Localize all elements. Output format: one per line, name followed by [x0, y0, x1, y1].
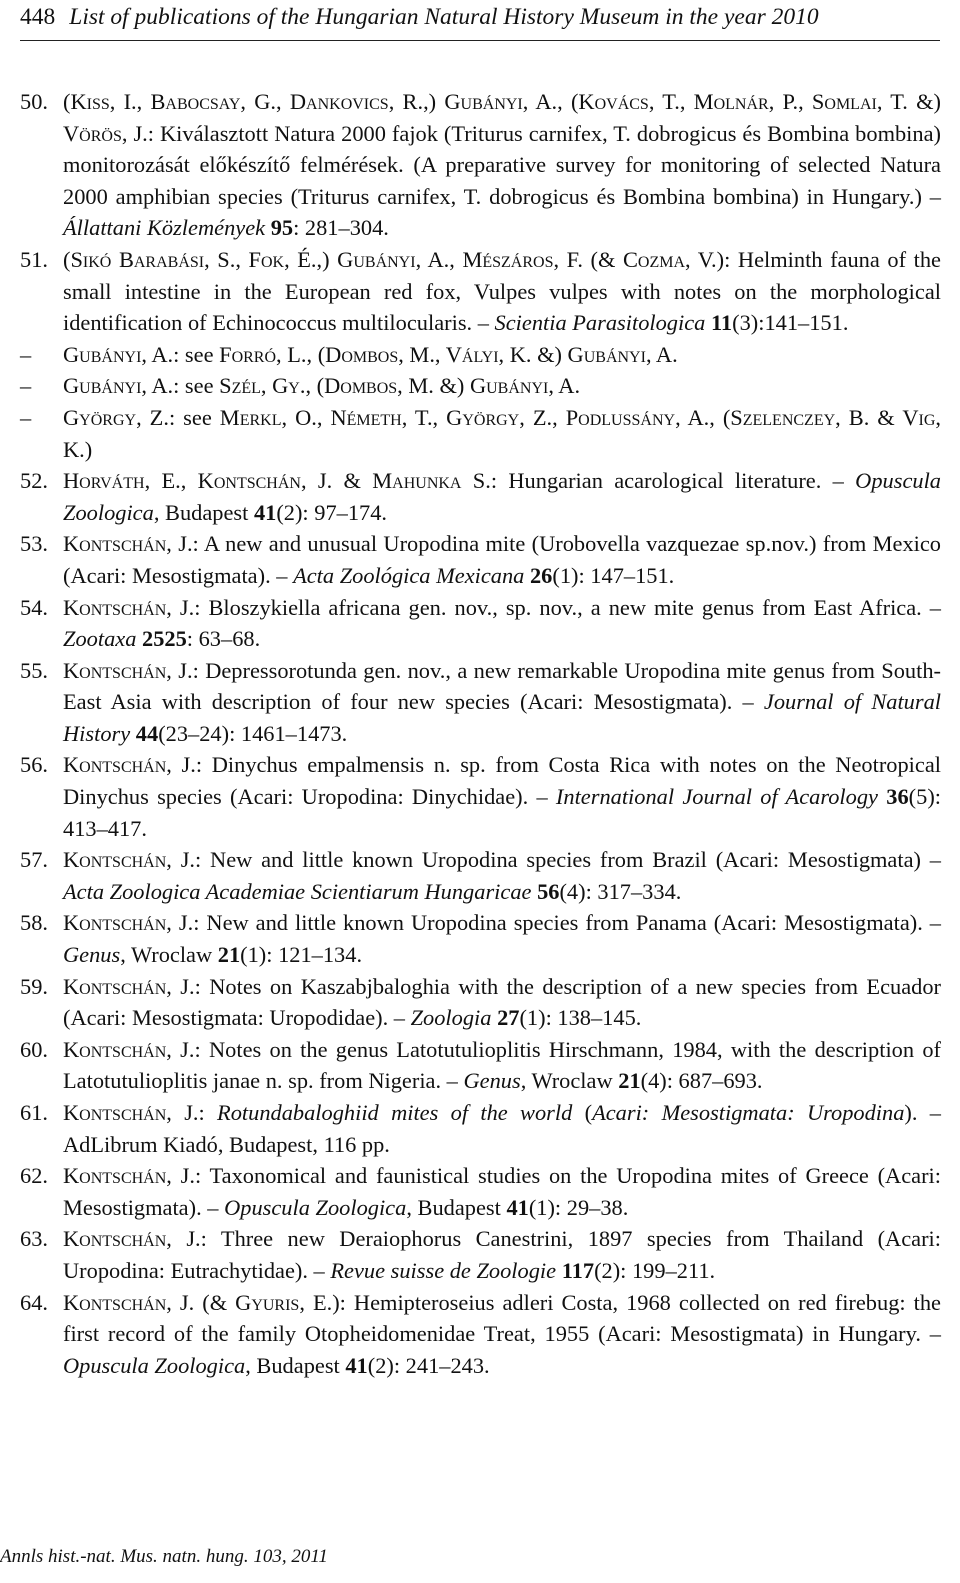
publication-entry [20, 370, 941, 402]
publication-entry [20, 1287, 941, 1382]
journal-title: Rotundabaloghiid mites of the world [217, 1100, 573, 1125]
journal-footer: Annls hist.-nat. Mus. natn. hung. 103, 2011 [0, 1546, 328, 1567]
citation-text: (2): 97–174. [276, 499, 388, 525]
citation-text: , T., G [401, 404, 463, 430]
journal-title: Scientia Parasitologica [494, 310, 706, 336]
citation-text: , J. & M [300, 468, 393, 494]
citation-text: , M., V [398, 341, 462, 367]
publication-entry [20, 1160, 941, 1223]
journal-title: Genus [463, 1068, 521, 1094]
citation-text: , J. (& G [166, 1289, 252, 1315]
author-surname: ubányi [353, 246, 416, 272]
citation-text: , B. & V [835, 404, 919, 430]
publication-entry [20, 1223, 941, 1286]
author-surname: ontschán [79, 1289, 167, 1315]
citation-text: , M. &) G [397, 373, 487, 399]
citation-text: , J.: Bloszykiella africana gen. nov., sp. nov., a new mite genus from East Africa. – [166, 594, 941, 620]
citation-text: K [63, 847, 80, 873]
entry-number: 50. [20, 89, 48, 114]
journal-title: Acta Zoologica Academiae Scientiarum Hungaricae [63, 878, 532, 904]
running-title: List of publications of the Hungarian Natural History Museum in the year 2010 [69, 4, 819, 30]
author-surname: émeth [346, 404, 402, 430]
citation-text: , Z.: see M [136, 404, 240, 430]
citation-text: , A. [645, 341, 678, 367]
entry-number: 51. [20, 246, 48, 272]
citation-text: , J.: New and little known Uropodina species from Panama (Acari: Mesostigmata). – [166, 910, 941, 936]
header-rule [20, 40, 940, 41]
publication-list [20, 86, 941, 1381]
citation-text: , T., M [648, 89, 714, 114]
author-surname: ubányi [583, 341, 646, 367]
author-surname: omlai [824, 89, 877, 114]
author-surname: ubányi [79, 373, 142, 399]
citation-text: , A. [548, 373, 581, 399]
author-surname: ontschán [79, 973, 167, 999]
citation-text: K [63, 657, 80, 683]
citation-text: , J.: Kiválasztott Natura 2000 fajok (Triturus carnifex, T. dobrogicus és Bombina bombina) monitorozását előkészítő felmérések. (A preparative survey for monitoring of selected Natura 2000 amphibian species (Triturus carnifex, T. dobrogicus és Bombina bombina) in Hungary.) – [63, 120, 941, 209]
journal-title: International Journal of Acarology [555, 784, 878, 810]
citation-text: , A.: see S [141, 373, 232, 399]
author-surname: ankovics [306, 89, 389, 114]
author-surname: ályi [461, 341, 499, 367]
journal-title: Opuscula Zoologica [63, 1352, 246, 1378]
author-surname: ubányi [486, 373, 549, 399]
volume-number: 41 [345, 1352, 368, 1378]
author-surname: ubányi [460, 89, 523, 114]
citation-text: , É.,) G [284, 246, 354, 272]
publication-entry [20, 592, 941, 655]
citation-text: K [63, 1163, 80, 1189]
author-surname: olnár [713, 89, 769, 114]
volume-number: 21 [618, 1068, 641, 1094]
citation-text: ( [572, 1100, 593, 1125]
author-surname: ozma [637, 246, 685, 272]
publication-entry [20, 749, 941, 844]
author-surname: zél [231, 373, 261, 399]
author-surname: arabási [133, 246, 205, 272]
page-number: 448 [20, 4, 56, 30]
journal-title: Revue suisse de Zoologie [330, 1257, 557, 1283]
citation-text: , Budapest [406, 1194, 507, 1220]
publication-entry [20, 402, 941, 465]
author-surname: yuris [251, 1289, 300, 1315]
citation-text: (5): 413–417. [63, 784, 942, 841]
citation-text: , A., (K [522, 89, 595, 114]
author-surname: ontschán [79, 1163, 167, 1189]
entry-number: 52. [20, 468, 48, 494]
author-surname: örös [79, 120, 122, 146]
citation-text: (1): 121–134. [240, 942, 363, 968]
volume-number: 2525 [142, 626, 187, 652]
citation-text: ). – AdLibrum Kiadó, Budapest, 116 pp. [63, 1100, 941, 1157]
citation-text: , G., D [240, 89, 307, 114]
citation-text: , J.: Notes on the genus Latotutulioplitis Hirschmann, 1984, with the description of Latotutulioplitis janae n. sp. from Nigeria. – [63, 1036, 941, 1094]
publication-entry [20, 907, 941, 970]
citation-text: , T. &) V [63, 89, 941, 146]
citation-text: (4): 687–693. [640, 1068, 763, 1094]
author-surname: odlussány [578, 404, 676, 430]
entry-number: – [20, 404, 32, 430]
volume-number: 21 [217, 942, 241, 968]
author-surname: ontschán [79, 1100, 167, 1125]
citation-text: , L., (D [276, 341, 342, 367]
volume-number: 41 [253, 499, 277, 525]
citation-text: ., (D [299, 373, 341, 399]
citation-text: K [63, 910, 80, 936]
entry-number: 58. [20, 910, 48, 936]
entry-number: 63. [20, 1226, 48, 1252]
entry-number: 53. [20, 531, 48, 557]
entry-number: 61. [20, 1100, 48, 1125]
citation-text: , J.: Notes on Kaszabjbaloghia with the description of a new species from Ecuador (Acari: Mesostigmata: Uropodidae). – [63, 973, 941, 1031]
citation-text: , O., N [281, 404, 347, 430]
citation-text: , Z., P [519, 404, 579, 430]
citation-text: : 63–68. [186, 626, 261, 652]
citation-text: , A., (S [675, 404, 743, 430]
citation-text: H [63, 468, 80, 494]
volume-number: 117 [561, 1257, 595, 1283]
author-surname: iss [86, 89, 110, 114]
citation-text: , J.: Depressorotunda gen. nov., a new remarkable Uropodina mite genus from South-East Asia with description of four new species (Acari: Mesostigmata). – [63, 657, 941, 715]
author-surname: yörgy [462, 404, 520, 430]
author-surname: ontschán [213, 468, 301, 494]
volume-number: 44 [135, 720, 159, 746]
author-surname: ontschán [79, 657, 167, 683]
author-surname: ombos [340, 373, 398, 399]
author-surname: erkl [239, 404, 282, 430]
citation-text: : 281–304. [293, 215, 389, 241]
citation-text: K [63, 752, 80, 778]
citation-text: , V.): Helminth fauna of the small intestine in the European red fox, Vulpes vulpes with notes on the morphological identification of Echinococcus multilocularis. – [63, 246, 941, 336]
citation-text: K [63, 1100, 80, 1125]
publication-entry [20, 244, 941, 339]
citation-text: (23–24): 1461–1473. [158, 720, 348, 746]
entry-number: 60. [20, 1036, 48, 1062]
publication-entry [20, 844, 941, 907]
entry-number: 59. [20, 973, 48, 999]
citation-text: , Budapest [245, 1352, 346, 1378]
journal-title: Opuscula Zoologica [63, 468, 941, 525]
volume-number: 56 [537, 878, 560, 904]
citation-text: K [63, 1226, 80, 1252]
citation-text: B [111, 246, 134, 272]
journal-title: Acta Zoológica Mexicana [293, 562, 525, 588]
author-surname: ontschán [79, 752, 167, 778]
citation-text: , J.: [166, 1100, 218, 1125]
author-surname: ubányi [79, 341, 142, 367]
publication-entry [20, 339, 941, 371]
publication-entry [20, 655, 941, 750]
entry-number: 56. [20, 752, 48, 778]
entry-number: 55. [20, 657, 48, 683]
citation-text: K [63, 531, 80, 557]
journal-title: Állattani Közlemények [63, 215, 266, 241]
entry-number: – [20, 373, 32, 399]
author-surname: ovács [594, 89, 649, 114]
publication-entry [20, 1034, 941, 1097]
author-surname: ontschán [79, 594, 167, 620]
author-surname: ontschán [79, 910, 167, 936]
citation-text: K [63, 973, 80, 999]
citation-text: (S [63, 246, 83, 272]
author-surname: orváth [79, 468, 145, 494]
citation-text: , Budapest [153, 499, 254, 525]
citation-text: S.: Hungarian acarological literature. – [461, 468, 856, 494]
citation-text: , J.: Three new Deraiophorus Canestrini, 1897 species from Thailand (Acari: Uropodina: Eutrachytidae). – [63, 1226, 941, 1283]
author-surname: észáros [482, 246, 554, 272]
journal-title: Acari: Mesostigmata: Uropodina [592, 1100, 905, 1125]
citation-text: , S., F [204, 246, 261, 272]
author-surname: ombos [341, 341, 399, 367]
entry-number: 64. [20, 1289, 48, 1315]
citation-text: , Wroclaw [120, 942, 218, 968]
citation-text: , F. (& C [553, 246, 638, 272]
citation-text: (4): 317–334. [559, 878, 682, 904]
entry-number: 62. [20, 1163, 48, 1189]
author-surname: ig [918, 404, 936, 430]
citation-text: G [63, 341, 80, 367]
author-surname: ikó [82, 246, 112, 272]
publication-entry [20, 86, 941, 244]
running-header [20, 2, 940, 32]
citation-text: , J.: A new and unusual Uropodina mite (Urobovella vazquezae sp.nov.) from Mexico (Acari: Mesostigmata). – [63, 531, 941, 588]
citation-text: , K.) [63, 404, 941, 462]
citation-text: (K [63, 89, 87, 114]
citation-text: , A.: see F [141, 341, 232, 367]
publication-entry [20, 971, 941, 1034]
volume-number: 41 [506, 1194, 529, 1220]
citation-text: , R.,) G [388, 89, 461, 114]
author-surname: ontschán [79, 531, 167, 557]
citation-text: K [63, 1289, 80, 1315]
author-surname: y [288, 373, 300, 399]
entry-number: – [20, 341, 32, 367]
citation-text: G [63, 404, 80, 430]
journal-title: Zootaxa [63, 626, 137, 652]
author-surname: ontschán [79, 1036, 167, 1062]
citation-text: , Wroclaw [520, 1068, 619, 1094]
entry-number: 57. [20, 847, 48, 873]
citation-text: (2): 241–243. [367, 1352, 490, 1378]
volume-number: 27 [497, 1005, 520, 1031]
citation-text: , K. &) G [498, 341, 584, 367]
publication-entry [20, 528, 941, 591]
journal-title: Zoologia [410, 1005, 492, 1031]
citation-text: , A., M [415, 246, 483, 272]
author-surname: abocsay [165, 89, 241, 114]
volume-number: 36 [886, 784, 909, 810]
citation-text: (1): 29–38. [528, 1194, 629, 1220]
citation-text: , E.): Hemipteroseius adleri Costa, 1968 collected on red firebug: the first record of the family Otopheidomenidae Treat, 1955 (Acari: Mesostigmata) in Hungary. – [63, 1289, 941, 1347]
citation-text: , E., K [144, 468, 214, 494]
journal-title: Journal of Natural History [63, 689, 941, 746]
author-surname: ok [260, 246, 285, 272]
author-surname: ontschán [79, 1226, 167, 1252]
author-surname: zelenczey [742, 404, 836, 430]
journal-title: Genus [63, 942, 121, 968]
citation-text: , I., B [109, 89, 166, 114]
journal-title: Opuscula Zoologica [224, 1194, 407, 1220]
citation-text: , J.: New and little known Uropodina species from Brazil (Acari: Mesostigmata) – [166, 847, 941, 873]
publication-entry [20, 465, 941, 528]
volume-number: 95 [270, 215, 294, 241]
author-surname: ontschán [79, 847, 167, 873]
citation-text: K [63, 594, 80, 620]
citation-text: (1): 138–145. [519, 1005, 642, 1031]
publication-entry [20, 1097, 941, 1160]
citation-text: , P., S [768, 89, 825, 114]
citation-text: , J.: Taxonomical and faunistical studies on the Uropodina mites of Greece (Acari: Mesostigmata). – [63, 1163, 941, 1220]
citation-text: K [63, 1036, 80, 1062]
citation-text: (2): 199–211. [594, 1257, 716, 1283]
entry-number: 54. [20, 594, 48, 620]
citation-text: G [63, 373, 80, 399]
citation-text: (3):141–151. [732, 310, 849, 336]
volume-number: 26 [529, 562, 553, 588]
citation-text: , G [260, 373, 289, 399]
volume-number: 11 [710, 310, 733, 336]
author-surname: orró [231, 341, 277, 367]
author-surname: yörgy [79, 404, 137, 430]
citation-text: , J.: Dinychus empalmensis n. sp. from Costa Rica with notes on the Neotropical Dinychus species (Acari: Uropodina: Dinychidae). – [63, 752, 941, 810]
citation-text: (1): 147–151. [552, 562, 675, 588]
author-surname: ahunka [392, 468, 462, 494]
